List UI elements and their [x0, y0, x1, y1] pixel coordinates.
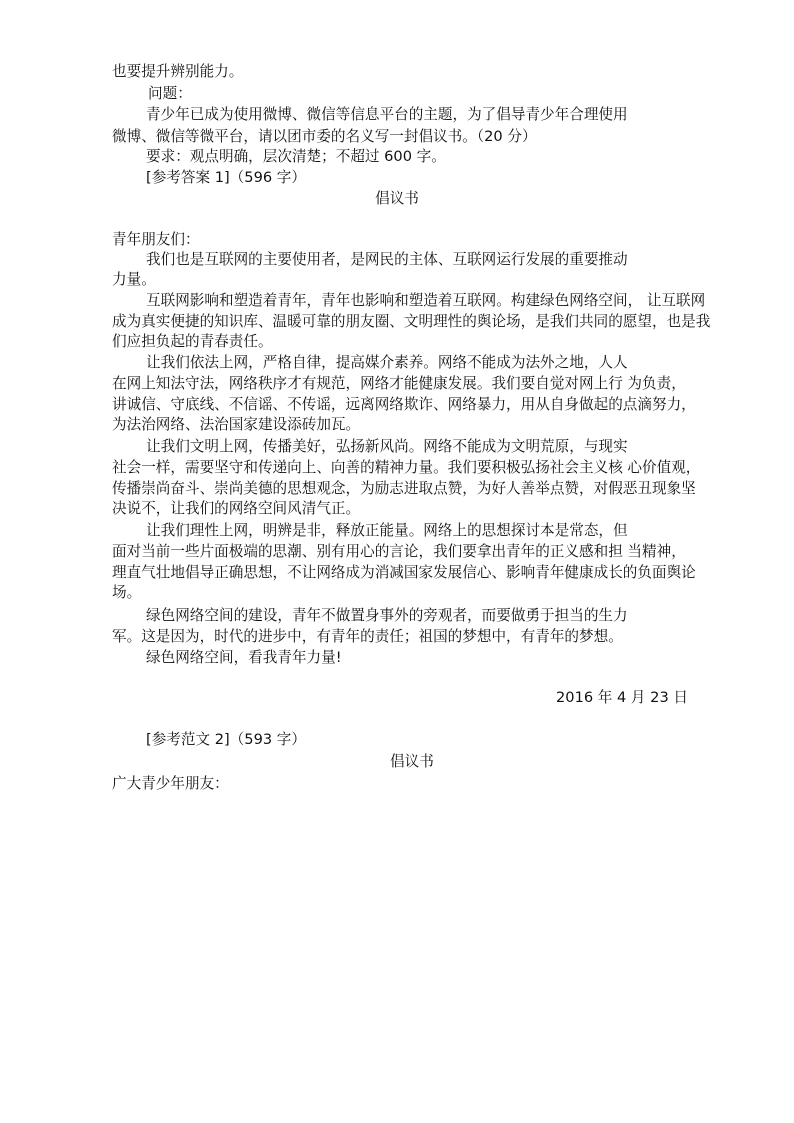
text-line: 绿色网络空间的建设，青年不做置身事外的旁观者，而要做勇于担当的生力 [146, 607, 628, 624]
text-line: 讲诚信、守底线、不信谣、不传谣，远离网络欺诈、网络暴力，用从自身做起的点滴努力， [112, 396, 696, 413]
closing-line: 绿色网络空间，看我青年力量! [146, 649, 342, 666]
letter-title: 倡议书 [375, 190, 419, 207]
reference-essay-label: [参考范文 2]（593 字） [146, 731, 306, 748]
reference-answer-label: [参考答案 1]（596 字） [146, 169, 306, 186]
text-line: 军。这是因为，时代的进步中，有青年的责任；祖国的梦想中，有青年的梦想。 [112, 628, 623, 645]
salutation-2: 广大青少年朋友： [112, 775, 229, 792]
letter-title-2: 倡议书 [390, 753, 434, 770]
text-line: 我们也是互联网的主要使用者，是网民的主体、互联网运行发展的重要推动 [146, 251, 628, 268]
text-line: 成为真实便捷的知识库、温暖可靠的朋友圈、文明理性的舆论场，是我们共同的愿望，也是我 [112, 313, 711, 330]
text-line: 力量。 [112, 271, 156, 288]
text-line: 理直气壮地倡导正确思想，不让网络成为消减国家发展信心、影响青年健康成长的负面舆论 [112, 564, 696, 581]
text-line: 为法治网络、法治国家建设添砖加瓦。 [112, 416, 361, 433]
text-line: 互联网影响和塑造着青年，青年也影响和塑造着互联网。构建绿色网络空间， 让互联网 [146, 292, 706, 309]
salutation: 青年朋友们： [112, 231, 200, 248]
text-line: 们应担负起的青春责任。 [112, 333, 273, 350]
question-label: 问题： [148, 85, 192, 102]
text-line: 让我们文明上网，传播美好，弘扬新风尚。网络不能成为文明荒原，与现实 [146, 438, 628, 455]
text-line: 也要提升辨别能力。 [112, 63, 244, 80]
text-line: 决说不，让我们的网络空间风清气正。 [112, 500, 361, 517]
requirement-line: 要求：观点明确，层次清楚；不超过 600 字。 [146, 148, 446, 165]
text-line: 场。 [112, 584, 142, 601]
text-line: 微博、微信等微平台，请以团市委的名义写一封倡议书。（20 分） [112, 128, 537, 145]
text-line: 传播崇尚奋斗、崇尚美德的思想观念，为励志进取点赞，为好人善举点赞，对假恶丑现象坚 [112, 480, 696, 497]
letter-date: 2016 年 4 月 23 日 [556, 689, 688, 706]
text-line: 让我们依法上网，严格自律，提高媒介素养。网络不能成为法外之地，人人 [146, 354, 628, 371]
text-line: 在网上知法守法，网络秩序才有规范，网络才能健康发展。我们要自觉对网上行 为负责， [112, 375, 686, 392]
text-line: 面对当前一些片面极端的思潮、别有用心的言论，我们要拿出青年的正义感和担 当精神， [112, 543, 686, 560]
text-line: 青少年已成为使用微博、微信等信息平台的主题，为了倡导青少年合理使用 [146, 106, 628, 123]
text-line: 社会一样，需要坚守和传递向上、向善的精神力量。我们要积极弘扬社会主义核 心价值观， [112, 459, 701, 476]
text-line: 让我们理性上网，明辨是非，释放正能量。网络上的思想探讨本是常态，但 [146, 522, 628, 539]
